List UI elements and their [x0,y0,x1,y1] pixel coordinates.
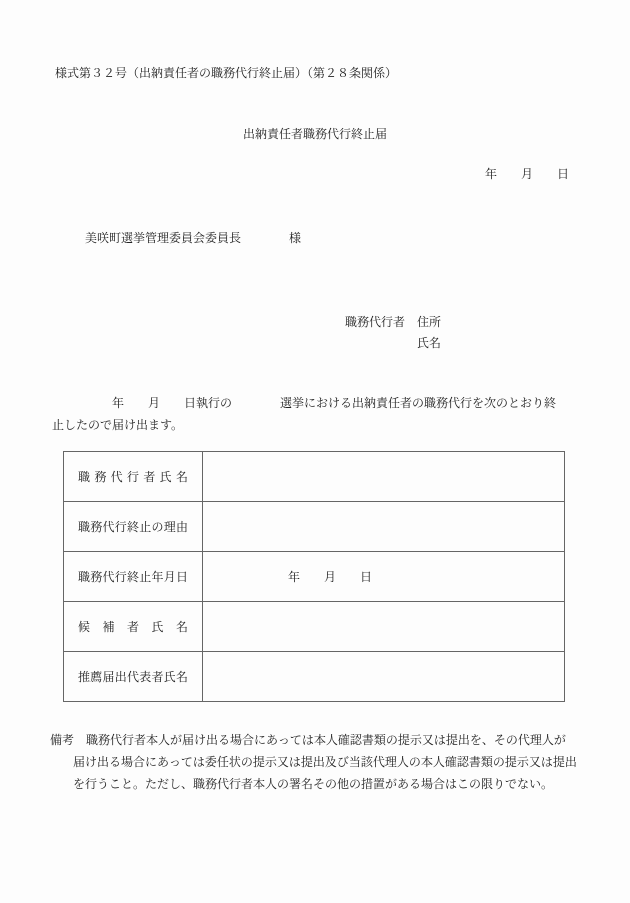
table-row-agent-name [64,452,565,502]
row-value-cell [203,652,565,702]
addressee-line [85,231,301,245]
row-label-cell [64,452,203,502]
row-value-cell [203,502,565,552]
row-label: 職務代行者氏名 [78,469,188,484]
addressee-name: 美咲町選挙管理委員会委員長 [85,231,242,245]
row-value-cell [203,452,565,502]
row-label-cell [64,552,203,602]
row-label-cell [64,502,203,552]
table-row-termination-reason [64,502,565,552]
remarks-text: 職務代行者本人が届け出る場合にあっては本人確認書類の提示又は提出を、その代理人が [86,733,566,747]
remarks-block [50,729,577,795]
remarks-line-1 [50,729,570,751]
row-label: 職務代行終止年月日 [78,569,188,584]
row-value-cell: 年 月 日 [203,552,565,602]
body-paragraph [52,392,567,436]
addressee-honorific: 様 [289,231,302,245]
agent-name-label: 氏名 [417,336,442,350]
table-row-termination-date [64,552,565,602]
row-label: 職務代行終止の理由 [78,519,188,534]
agent-role-label: 職務代行者 [345,315,406,329]
body-line-1: 年 月 日執行の 選挙における出納責任者の職務代行を次のとおり終 [52,396,557,410]
agent-address-label: 住所 [417,315,442,329]
agent-signature-block [345,312,441,354]
form-number-line: 様式第３２号（出納責任者の職務代行終止届）（第２８条関係） [55,66,398,80]
remarks-line-3: を行うこと。ただし、職務代行者本人の署名その他の措置がある場合はこの限りでない。 [73,777,554,791]
row-label: 候補者氏名 [78,619,188,634]
remarks-line-2: 届け出る場合にあっては委任状の提示又は提出及び当該代理人の本人確認書類の提示又は提出 [73,755,577,769]
form-table [63,451,565,702]
submission-date-line: 年 月 日 [485,167,570,181]
table-row-candidate-name [64,602,565,652]
row-label: 推薦届出代表者氏名 [78,669,188,684]
remarks-label: 備考 [50,733,75,747]
row-label-cell [64,602,203,652]
row-label-cell [64,652,203,702]
table-row-representative-name [64,652,565,702]
body-line-2: 止したので届け出ます。 [52,418,184,432]
document-title: 出納責任者職務代行終止届 [242,127,387,141]
row-value-cell [203,602,565,652]
agent-name-line [345,333,441,354]
agent-address-line [345,312,441,333]
